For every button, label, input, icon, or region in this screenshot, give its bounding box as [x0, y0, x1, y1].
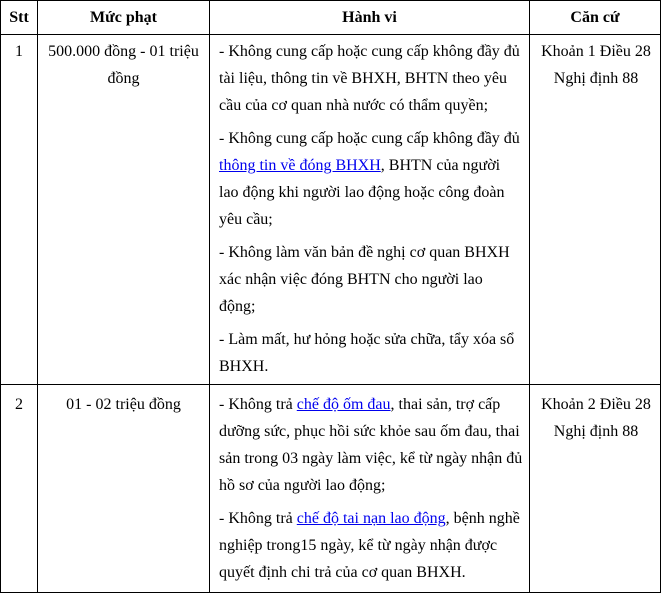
row-2-stt: 2 [15, 396, 23, 413]
header-basis: Căn cứ [570, 9, 620, 26]
header-stt: Stt [9, 9, 29, 26]
act-text: , BHTN của người lao động khi người lao động hoặc công đoàn yêu cầu; [219, 157, 505, 228]
link-occupational-accident-regime[interactable]: chế độ tai nạn lao động [296, 510, 446, 527]
column-divider [209, 0, 210, 593]
row-1-basis: Khoản 1 Điều 28 Nghị định 88 [541, 43, 651, 87]
act-text: - Không trả [219, 396, 297, 413]
act-item [219, 391, 523, 499]
act-text: , bệnh nghề nghiệp trong15 ngày, kể từ ngày nhận được quyết định chi trả của cơ quan BHXH. [219, 510, 520, 581]
act-item [219, 125, 523, 233]
link-bhxh-contribution-info[interactable]: thông tin về đóng BHXH [219, 157, 381, 174]
act-item [219, 505, 523, 586]
column-divider [37, 0, 38, 593]
header-act: Hành vi [342, 9, 397, 26]
link-sickness-regime[interactable]: chế độ ốm đau [296, 396, 391, 413]
act-item: - Không cung cấp hoặc cung cấp không đầy đủ tài liệu, thông tin về BHXH, BHTN theo yêu cầu của cơ quan nhà nước có thẩm quyền; [219, 43, 520, 114]
row-1-fine: 500.000 đồng - 01 triệu đồng [48, 43, 199, 87]
act-item: - Không làm văn bản đề nghị cơ quan BHXH xác nhận việc đóng BHTN cho người lao động; [219, 244, 510, 315]
act-item: - Làm mất, hư hỏng hoặc sửa chữa, tẩy xóa sổ BHXH. [219, 331, 515, 375]
row-2-acts [219, 391, 523, 592]
act-text: - Không trả [219, 510, 297, 527]
header-fine: Mức phạt [90, 9, 157, 26]
row-2-fine: 01 - 02 triệu đồng [66, 396, 181, 413]
table-border-top [0, 0, 661, 1]
header-divider [0, 34, 661, 35]
row-1-acts [219, 38, 523, 386]
act-text: - Không cung cấp hoặc cung cấp không đầy đủ [219, 130, 520, 147]
row-2-basis: Khoản 2 Điều 28 Nghị định 88 [541, 396, 651, 440]
column-divider [529, 0, 530, 593]
act-text: , thai sản, trợ cấp dưỡng sức, phục hồi sức khỏe sau ốm đau, thai sản trong 03 ngày làm việc, kể từ ngày nhận đủ hồ sơ của người lao động; [219, 396, 523, 494]
row-1-stt: 1 [15, 43, 23, 60]
table-border-left [0, 0, 1, 593]
